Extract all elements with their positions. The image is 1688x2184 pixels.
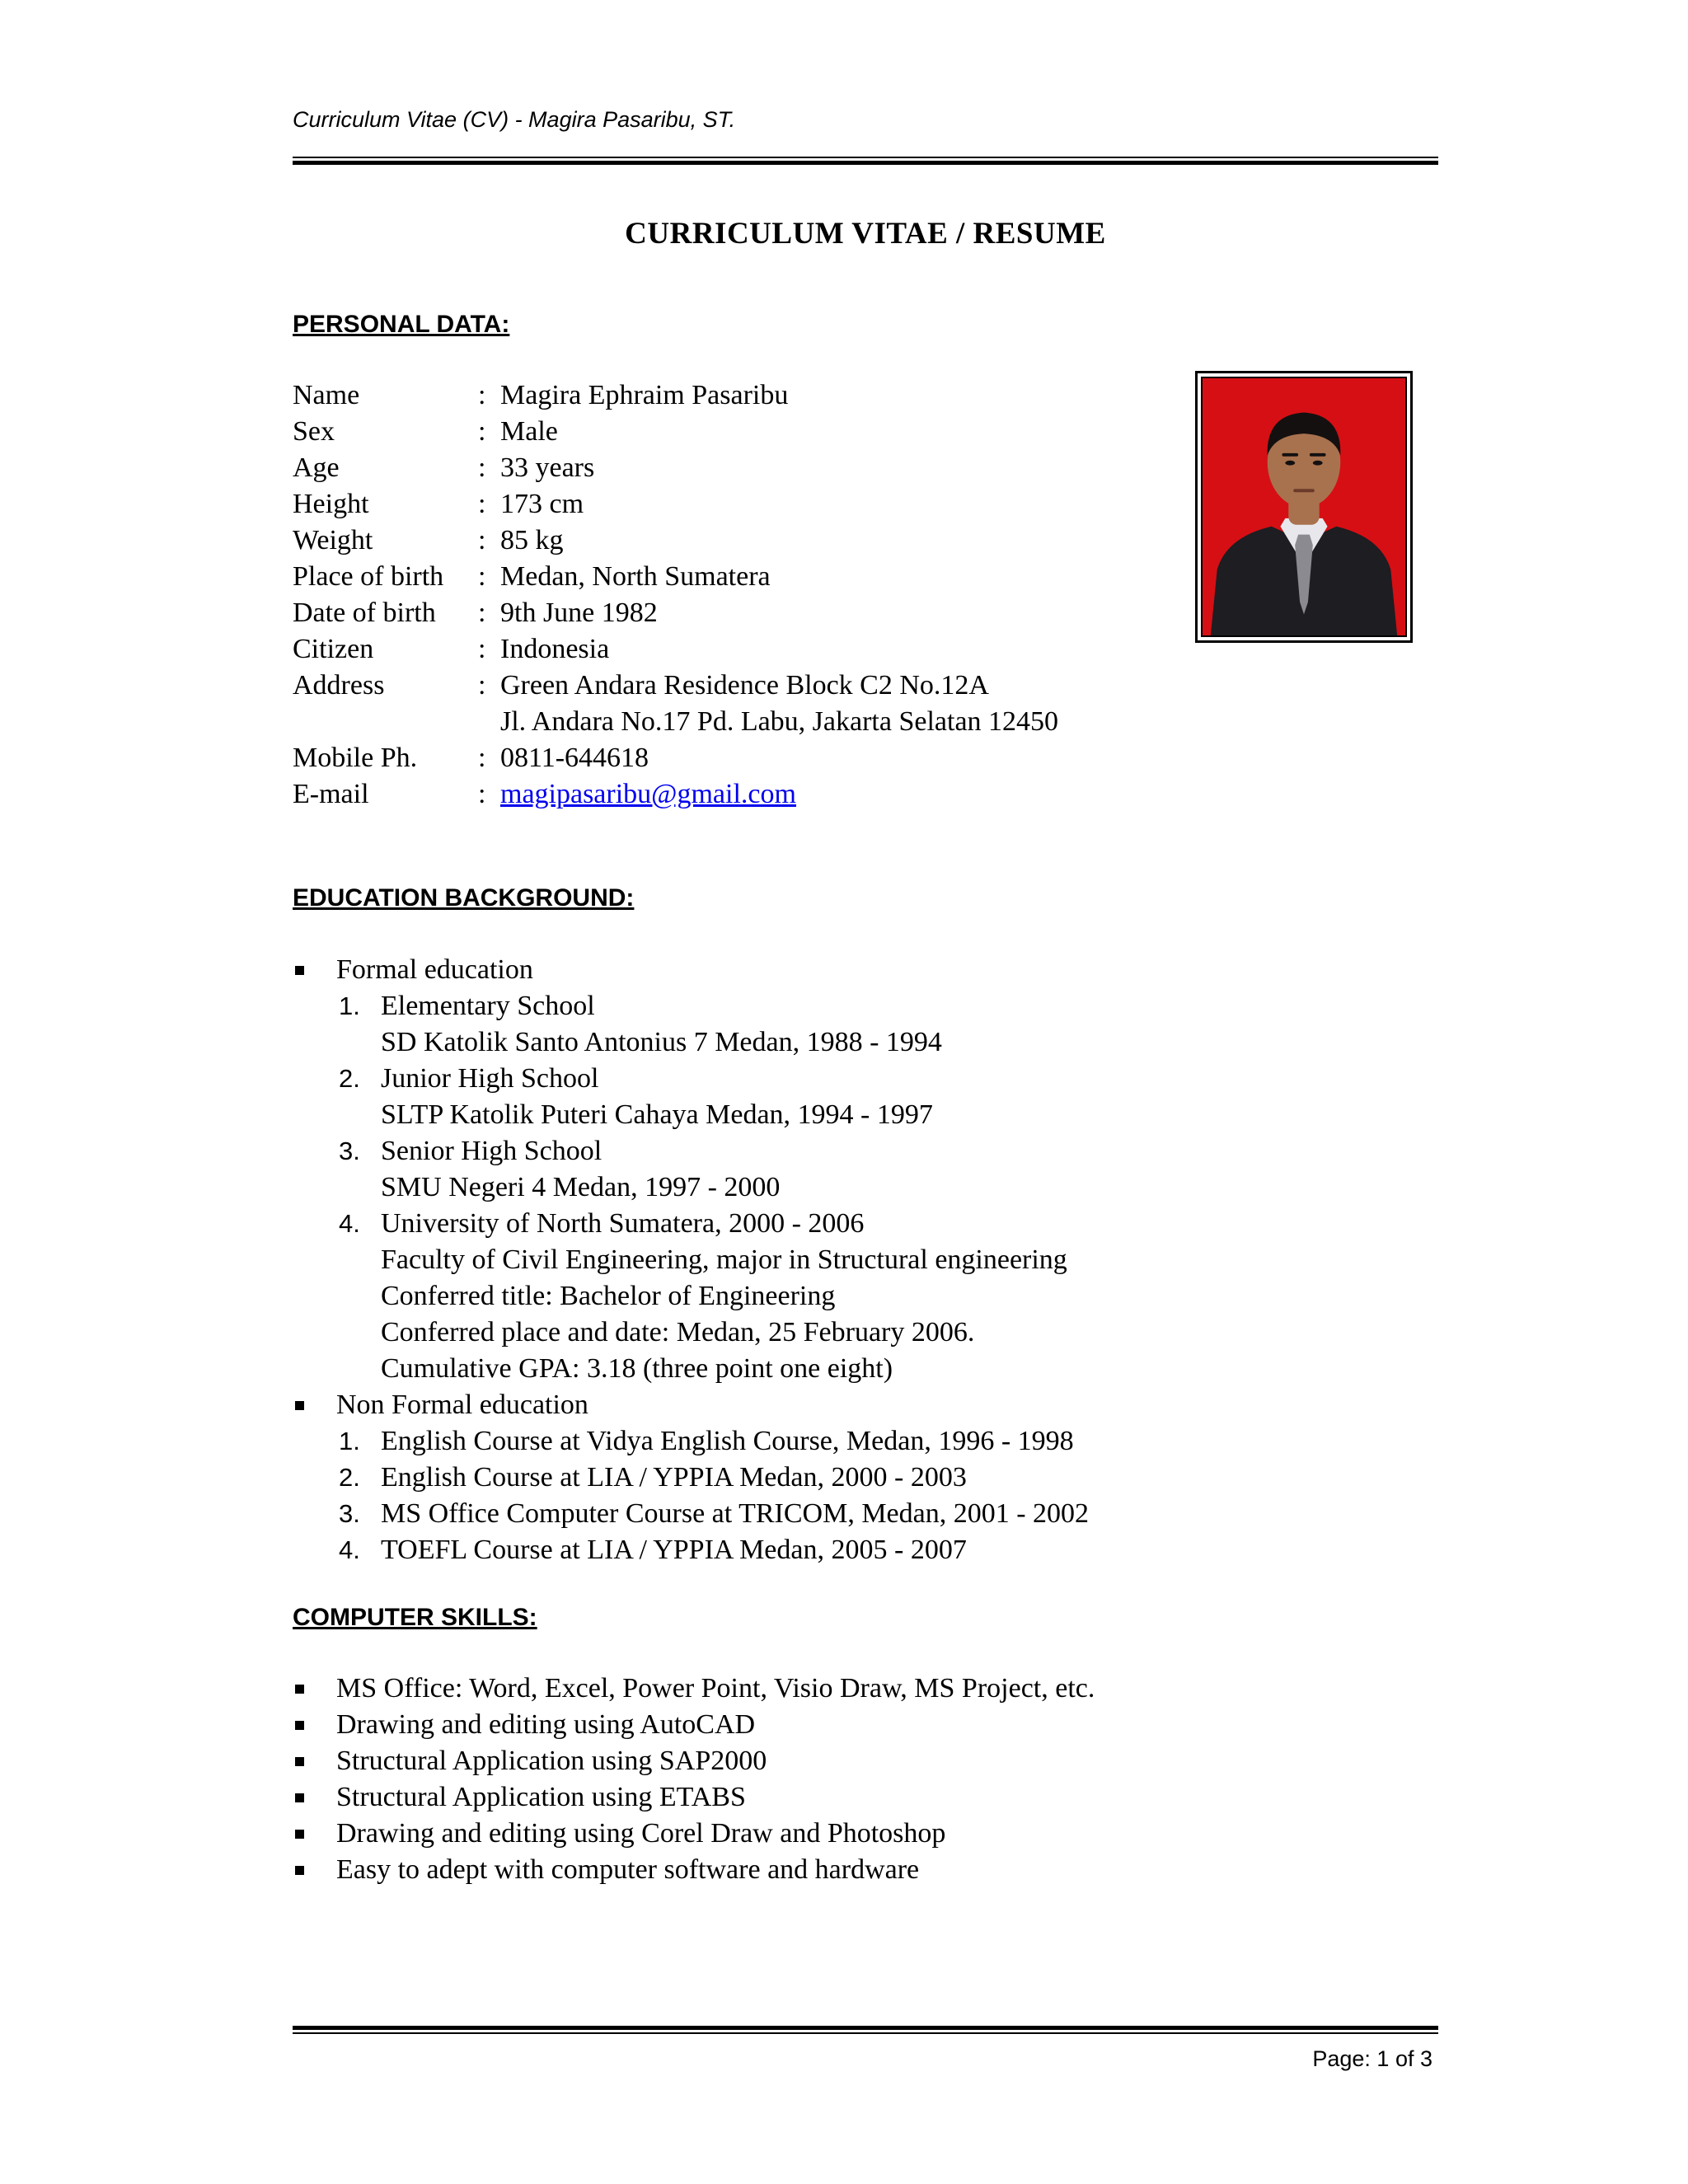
education-item-detail: SD Katolik Santo Antonius 7 Medan, 1988 - 1994 (381, 1027, 942, 1057)
skill-item: Structural Application using ETABS (336, 1782, 746, 1812)
personal-row-separator: : (478, 598, 486, 628)
list-number: 2. (339, 1463, 360, 1492)
bullet-marker (295, 1685, 304, 1694)
personal-row-label: Weight (293, 525, 373, 555)
education-item-title: Senior High School (381, 1136, 603, 1166)
list-number: 3. (339, 1499, 360, 1528)
nonformal-course-item: MS Office Computer Course at TRICOM, Medan, 2001 - 2002 (381, 1498, 1090, 1529)
email-link[interactable]: magipasaribu@gmail.com (500, 779, 796, 809)
nonformal-course-item: English Course at Vidya English Course, Medan, 1996 - 1998 (381, 1426, 1074, 1456)
personal-row-label: Sex (293, 416, 335, 447)
bullet-marker (295, 1757, 304, 1766)
personal-row-value: 33 years (500, 452, 595, 483)
personal-row-label: Mobile Ph. (293, 743, 418, 773)
footer-rule-thick (293, 2026, 1438, 2030)
personal-row-label: Height (293, 489, 369, 519)
list-number: 4. (339, 1209, 360, 1238)
education-heading: EDUCATION BACKGROUND: (293, 884, 635, 912)
formal-education-label: Formal education (336, 954, 533, 985)
personal-row-label: Citizen (293, 634, 374, 664)
personal-row-separator: : (478, 779, 486, 809)
personal-row-value: Jl. Andara No.17 Pd. Labu, Jakarta Selatan 12450 (500, 706, 1059, 737)
personal-row-label: Date of birth (293, 598, 436, 628)
personal-row-value: Green Andara Residence Block C2 No.12A (500, 670, 989, 701)
nonformal-course-item: TOEFL Course at LIA / YPPIA Medan, 2005 - 2007 (381, 1535, 967, 1565)
running-header: Curriculum Vitae (CV) - Magira Pasaribu, ST. (293, 107, 736, 132)
personal-row-separator: : (478, 380, 486, 410)
profile-photo (1195, 371, 1413, 643)
email-value (500, 776, 796, 813)
header-rule-thick (293, 161, 1438, 165)
skill-item: MS Office: Word, Excel, Power Point, Visio Draw, MS Project, etc. (336, 1673, 1095, 1704)
nonformal-education-label: Non Formal education (336, 1390, 588, 1420)
personal-row-value: 0811-644618 (500, 743, 649, 773)
personal-row-separator: : (478, 743, 486, 773)
personal-row-value: 9th June 1982 (500, 598, 658, 628)
bullet-marker (295, 966, 304, 975)
personal-row-separator: : (478, 525, 486, 555)
skill-item: Drawing and editing using Corel Draw and Photoshop (336, 1818, 946, 1849)
computer-skills-heading: COMPUTER SKILLS: (293, 1604, 537, 1631)
personal-row-separator: : (478, 670, 486, 701)
bullet-marker (295, 1866, 304, 1875)
bullet-marker (295, 1721, 304, 1730)
personal-row-label: Age (293, 452, 340, 483)
personal-row-label: E-mail (293, 779, 369, 809)
personal-row-separator: : (478, 489, 486, 519)
personal-row-value: Magira Ephraim Pasaribu (500, 380, 789, 410)
personal-row-label: Address (293, 670, 385, 701)
skill-item: Structural Application using SAP2000 (336, 1746, 767, 1776)
personal-row-value: 173 cm (500, 489, 584, 519)
education-item-detail: Conferred place and date: Medan, 25 February 2006. (381, 1317, 975, 1347)
list-number: 2. (339, 1064, 360, 1093)
education-item-detail: Conferred title: Bachelor of Engineering (381, 1281, 836, 1311)
list-number: 1. (339, 1427, 360, 1455)
personal-row-separator: : (478, 634, 486, 664)
personal-row-separator: : (478, 452, 486, 483)
education-item-detail: SMU Negeri 4 Medan, 1997 - 2000 (381, 1172, 781, 1202)
personal-data-heading: PERSONAL DATA: (293, 311, 510, 338)
personal-row-separator: : (478, 561, 486, 592)
skill-item: Drawing and editing using AutoCAD (336, 1709, 756, 1740)
personal-row-label: Place of birth (293, 561, 444, 592)
personal-row-value: 85 kg (500, 525, 564, 555)
nonformal-course-item: English Course at LIA / YPPIA Medan, 2000 - 2003 (381, 1462, 967, 1493)
list-number: 4. (339, 1535, 360, 1564)
profile-photo-image (1201, 377, 1407, 637)
header-rule-thin (293, 157, 1438, 158)
footer-rule-thin (293, 2032, 1438, 2034)
bullet-marker (295, 1793, 304, 1802)
personal-row-value: Medan, North Sumatera (500, 561, 771, 592)
education-item-detail: Faculty of Civil Engineering, major in Structural engineering (381, 1244, 1067, 1275)
bullet-marker (295, 1830, 304, 1839)
education-item-detail: Cumulative GPA: 3.18 (three point one eight) (381, 1353, 893, 1384)
personal-row-label: Name (293, 380, 360, 410)
education-item-title: University of North Sumatera, 2000 - 2006 (381, 1208, 865, 1239)
list-number: 1. (339, 991, 360, 1020)
page-number: Page: 1 of 3 (1312, 2046, 1432, 2071)
education-item-title: Junior High School (381, 1063, 599, 1094)
education-item-detail: SLTP Katolik Puteri Cahaya Medan, 1994 - 1997 (381, 1099, 933, 1130)
personal-row-value: Indonesia (500, 634, 610, 664)
skill-item: Easy to adept with computer software and hardware (336, 1854, 920, 1885)
education-item-title: Elementary School (381, 991, 595, 1021)
bullet-marker (295, 1401, 304, 1410)
list-number: 3. (339, 1137, 360, 1165)
personal-row-separator: : (478, 416, 486, 447)
document-title: CURRICULUM VITAE / RESUME (625, 217, 1106, 251)
personal-row-value: Male (500, 416, 558, 447)
